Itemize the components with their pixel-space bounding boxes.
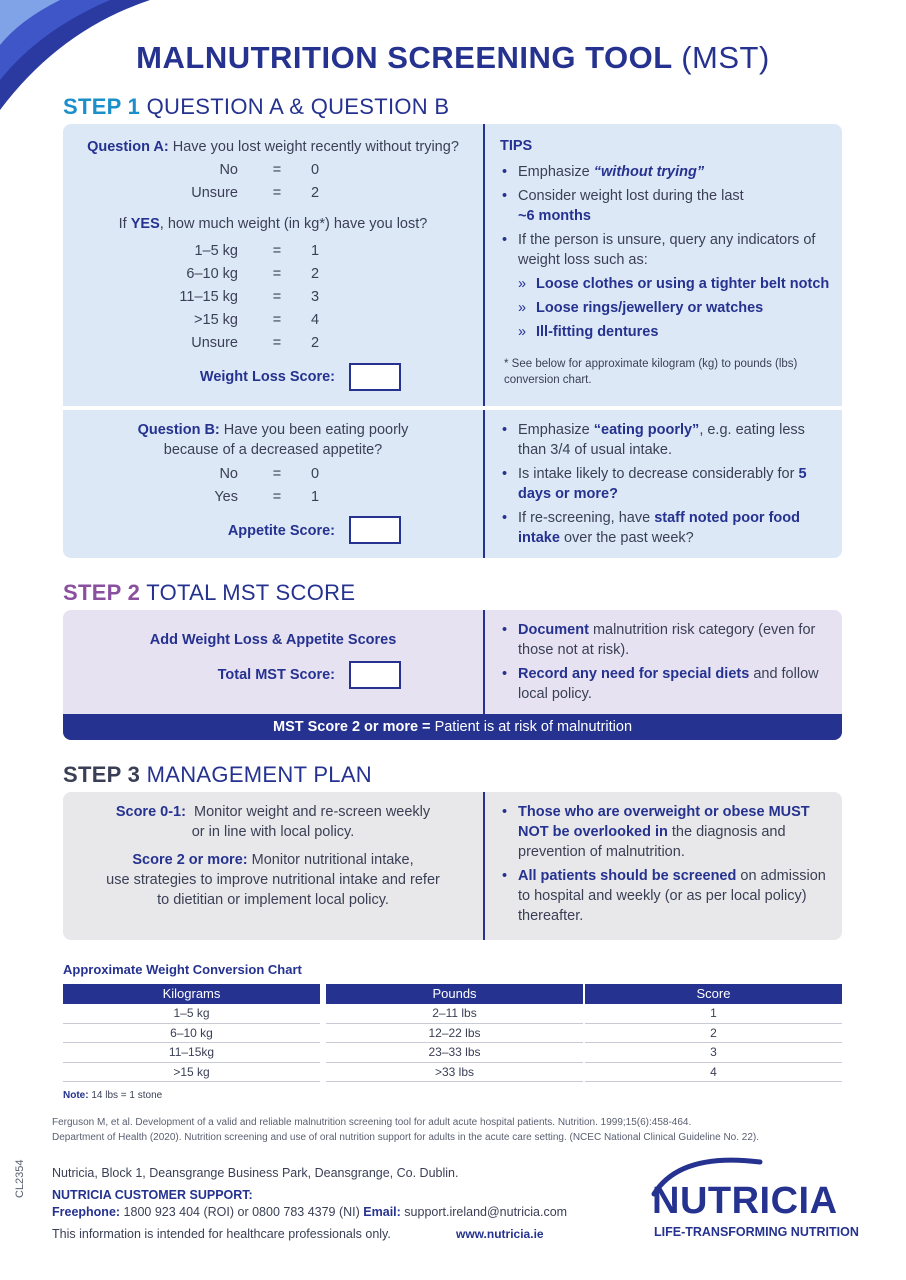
disclaimer: This information is intended for healthcare professionals only. [52, 1227, 391, 1241]
table-cell: 2 [585, 1024, 842, 1044]
panel-divider [483, 610, 485, 714]
table-cell: 3 [585, 1043, 842, 1063]
column-header: Score [585, 984, 842, 1004]
table-cell: 2–11 lbs [326, 1004, 583, 1024]
reference-2: Department of Health (2020). Nutrition screening and use of oral nutrition support for adults in the acute care setting. (NCEC National Clinical Guideline No. 22). [52, 1132, 760, 1143]
table-cell: >15 kg [63, 1063, 320, 1083]
question-b-text: Question B: Have you been eating poorly because of a decreased appetite? [137, 422, 409, 458]
question-a-text: Question A: Have you lost weight recently without trying? [87, 139, 459, 155]
tips-step3: • Those who are overweight or obese MUST NOT be overlooked in the diagnosis and prevention of malnutrition. • All patients should be screened on admission to hospital and weekly (or as per local policy) thereafter. [500, 802, 835, 930]
total-mst-score-input[interactable] [349, 661, 401, 689]
panel-divider [483, 792, 485, 940]
support-contacts: Freephone: 1800 923 404 (ROI) or 0800 783 4379 (NI) Email: support.ireland@nutricia.com [52, 1205, 568, 1219]
weight-row: 6–10 kg = 2 [186, 266, 320, 282]
support-email-link[interactable]: support.ireland@nutricia.com [404, 1205, 568, 1219]
weight-row: Unsure = 2 [191, 335, 320, 351]
table-cell: 4 [585, 1063, 842, 1083]
question-a-panel: Question A: Have you lost weight recently without trying? No = 0 Unsure = 2 If YES, how much weight (in kg*) have you lost? 1–5 kg = 1 6–10 kg = 2 11–15 kg = 3 >15 kg = 4 Unsure = 2 Weight Loss Score: TIPS • Emphasize “without trying” • Consider weight lost during the last ~6 months • If the person is unsure, query any indicators of weight loss such as: » Loose clothes or using a tighter belt notch » Loose rings/jewellery or watches » Ill-fitting dentures * See below for approximate kilogram (kg) to pounds (lbs) conversion chart. [63, 124, 842, 406]
add-scores-instruction: Add Weight Loss & Appetite Scores [149, 632, 397, 648]
weight-followup-question: If YES, how much weight (in kg*) have you lost? [118, 216, 428, 232]
weight-row: 1–5 kg = 1 [194, 243, 320, 259]
weight-row: 11–15 kg = 3 [179, 289, 320, 305]
table-cell: >33 lbs [326, 1063, 583, 1083]
panel-divider [483, 410, 485, 558]
kilograms-column [63, 984, 320, 1082]
pounds-column [326, 984, 583, 1082]
table-cell: 12–22 lbs [326, 1024, 583, 1044]
answer-row: No = 0 [219, 466, 320, 482]
answer-row: No = 0 [219, 162, 320, 178]
answer-row: Unsure = 2 [191, 185, 320, 201]
table-cell: 1–5 kg [63, 1004, 320, 1024]
score-column [585, 984, 842, 1082]
appetite-score-input[interactable] [349, 516, 401, 544]
step2-heading: STEP 2 TOTAL MST SCORE [63, 580, 356, 605]
panel-divider [483, 124, 485, 406]
score-2-plus-plan: Score 2 or more: Monitor nutritional intake, use strategies to improve nutritional intake and refer to dietitian or implement local policy. [106, 852, 440, 908]
total-score-panel: Add Weight Loss & Appetite Scores Total MST Score: • Document malnutrition risk category (even for those not at risk). • Record any need for special diets and follow local policy. [63, 610, 842, 714]
step1-heading: STEP 1 QUESTION A & QUESTION B [63, 94, 450, 119]
nutricia-logo: NUTRICIA [652, 1180, 838, 1222]
nutricia-tagline: LIFE-TRANSFORMING NUTRITION [654, 1225, 859, 1239]
tips-question-a: TIPS • Emphasize “without trying” • Consider weight lost during the last ~6 months • If the person is unsure, query any indicators of weight loss such as: » Loose clothes or using a tighter belt notch » Loose rings/jewellery or watches » Ill-fitting dentures * See below for approximate kilogram (kg) to pounds (lbs) conversion chart. [500, 136, 835, 388]
weight-loss-score-input[interactable] [349, 363, 401, 391]
page-title: MALNUTRITION SCREENING TOOL (MST) [136, 40, 770, 75]
column-header: Pounds [326, 984, 583, 1004]
management-plan-panel [63, 792, 842, 940]
website-link[interactable]: www.nutricia.ie [456, 1227, 544, 1241]
weight-row: >15 kg = 4 [194, 312, 320, 328]
document-code: CL2354 [14, 1159, 26, 1198]
question-b-panel: Question B: Have you been eating poorly because of a decreased appetite? No = 0 Yes = 1 Appetite Score: • Emphasize “eating poorly”, e.g. eating less than 3/4 of usual intake. • Is intake likely to decrease considerably for 5 days or more? • If re-screening, have staff noted poor food intake over the past week? [63, 410, 842, 558]
risk-banner: MST Score 2 or more = Patient is at risk of malnutrition [63, 714, 842, 740]
reference-1: Ferguson M, et al. Development of a valid and reliable malnutrition screening tool for adult acute hospital patients. Nutrition. 1999;15(6):458-464. [52, 1117, 692, 1128]
answer-row: Yes = 1 [214, 489, 320, 505]
score-0-1-plan: Score 0-1: Monitor weight and re-screen weekly or in line with local policy. [115, 804, 431, 840]
column-header: Kilograms [63, 984, 320, 1004]
conversion-chart-title: Approximate Weight Conversion Chart [63, 962, 302, 977]
table-cell: 1 [585, 1004, 842, 1024]
table-cell: 11–15kg [63, 1043, 320, 1063]
step3-heading: STEP 3 MANAGEMENT PLAN [63, 762, 372, 787]
tips-question-b: • Emphasize “eating poorly”, e.g. eating less than 3/4 of usual intake. • Is intake likely to decrease considerably for 5 days or more? • If re-screening, have staff noted poor food intake over the past week? [500, 420, 835, 552]
tips-step2: • Document malnutrition risk category (even for those not at risk). • Record any need for special diets and follow local policy. [500, 620, 835, 708]
conversion-note: Note: 14 lbs = 1 stone [63, 1090, 163, 1101]
table-cell: 23–33 lbs [326, 1043, 583, 1063]
company-address: Nutricia, Block 1, Deansgrange Business Park, Deansgrange, Co. Dublin. [52, 1166, 459, 1180]
table-cell: 6–10 kg [63, 1024, 320, 1044]
support-title: NUTRICIA CUSTOMER SUPPORT: [52, 1188, 253, 1202]
